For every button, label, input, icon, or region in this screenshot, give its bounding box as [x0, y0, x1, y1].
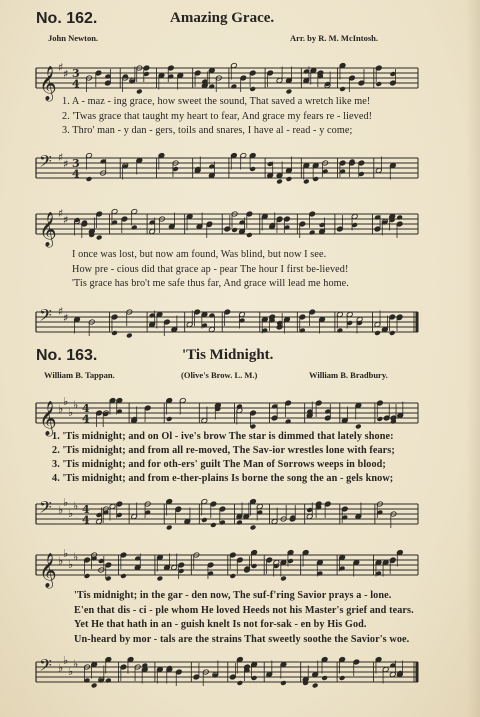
hymn-163-author: William B. Tappan. [44, 370, 115, 380]
hymn-162-s1-verse-3: 3. Thro' man - y dan - gers, toils and snares, I have al - read - y come; [62, 125, 353, 136]
note-head-icon [166, 525, 173, 531]
hymn-163-title: 'Tis Midnight. [182, 347, 274, 363]
note-head-icon [86, 176, 93, 182]
sharp-icon: ♯ [63, 213, 69, 227]
hymn-163-bass-staff-1 [0, 492, 480, 532]
flat-icon: ♭ [73, 499, 79, 513]
hymn-163-s1-verse-2: 2. 'Tis midnight; and from all re-moved, The Sav-ior wrestles lone with fears; [52, 445, 395, 456]
sharp-icon: ♯ [58, 305, 64, 318]
hymn-163-s2-verse-3: Yet He that hath in an - guish knelt Is not for-sak - en by His God. [74, 619, 367, 630]
note-head-icon [246, 232, 253, 238]
sharp-icon: ♯ [58, 151, 64, 164]
note-head-icon [374, 330, 381, 336]
flat-icon: ♭ [68, 506, 74, 520]
hymn-163-bass-staff-2 [0, 650, 480, 694]
meter-icon: 4 [82, 402, 90, 415]
sharp-icon: ♯ [58, 207, 64, 220]
note-head-icon [136, 89, 143, 95]
note-head-icon [339, 86, 346, 92]
note-head-icon [237, 680, 244, 686]
hymn-162-bass-staff-2 [0, 300, 480, 344]
note-head-icon [286, 89, 293, 95]
note-head-icon [91, 683, 98, 689]
hymn-162-author: John Newton. [48, 33, 99, 43]
note-head-icon [229, 573, 236, 579]
flat-icon: ♭ [63, 654, 69, 668]
flat-icon: ♭ [58, 554, 64, 568]
hymn-162-treble-staff-2 [0, 202, 480, 246]
treble-clef-icon: 𝄞 [39, 401, 57, 436]
flat-icon: ♭ [73, 657, 79, 671]
hymn-163-s1-verse-1: 1. 'Tis midnight; and on Ol - ive's brow The star is dimmed that lately shone: [52, 431, 394, 442]
note-head-icon [396, 215, 403, 221]
flat-icon: ♭ [73, 550, 79, 564]
page-edge-shadow [466, 0, 480, 717]
hymn-163-composer: William B. Bradbury. [309, 370, 388, 380]
sharp-icon: ♯ [63, 311, 69, 325]
note-head-icon [236, 520, 243, 526]
sharp-icon: ♯ [63, 157, 69, 171]
bass-clef-icon: 𝄢 [39, 305, 52, 329]
note-head-icon [276, 179, 283, 185]
hymn-163-number: No. 163. [36, 347, 98, 364]
bass-clef-icon: 𝄢 [39, 497, 52, 521]
treble-clef-icon: 𝄞 [39, 66, 57, 101]
note-head-icon [280, 680, 287, 686]
meter-icon: 3 [72, 157, 80, 170]
hymn-163-tune: (Olive's Brow. L. M.) [181, 370, 258, 380]
note-head-icon [231, 84, 238, 90]
meter-icon: 4 [72, 167, 80, 181]
flat-icon: ♭ [68, 664, 74, 678]
treble-clef-icon: 𝄞 [39, 212, 57, 247]
note-head-icon [201, 517, 208, 523]
hymn-162-arranger: Arr. by R. M. McIntosh. [290, 33, 378, 43]
hymn-162-bass-staff-1 [0, 146, 480, 186]
flat-icon: ♭ [58, 402, 64, 416]
hymn-163-s2-verse-1: 'Tis midnight; in the gar - den now, The suf-f'ring Savior prays a - lone. [74, 590, 392, 601]
hymn-162-s2-verse-2: How pre - cious did that grace ap - pear The hour I first be-lieved! [72, 264, 349, 275]
note-head-icon [120, 573, 127, 579]
hymn-162-s2-verse-1: I once was lost, but now am found, Was blind, but now I see. [72, 249, 327, 260]
treble-clef-icon: 𝄞 [39, 553, 57, 588]
note-head-icon [96, 235, 103, 241]
note-head-icon [166, 416, 173, 422]
hymn-162-s1-verse-1: 1. A - maz - ing grace, how sweet the sound, That saved a wretch like me! [62, 96, 371, 107]
hymn-163-s2-verse-4: Un-heard by mor - tals are the strains That sweetly soothe the Savior's woe. [74, 634, 410, 645]
hymn-162-number: No. 162. [36, 10, 98, 27]
note-head-icon [157, 576, 164, 582]
hymn-162-title: Amazing Grace. [170, 10, 275, 26]
flat-icon: ♭ [68, 557, 74, 571]
sharp-icon: ♯ [63, 67, 69, 81]
meter-icon: 4 [82, 513, 90, 527]
meter-icon: 4 [82, 503, 90, 516]
note-head-icon [312, 683, 319, 689]
flat-icon: ♭ [63, 395, 69, 409]
flat-icon: ♭ [58, 661, 64, 675]
note-head-icon [355, 424, 362, 430]
note-head-icon [210, 522, 217, 528]
flat-icon: ♭ [63, 496, 69, 510]
flat-icon: ♭ [58, 503, 64, 517]
flat-icon: ♭ [73, 398, 79, 412]
bass-clef-icon: 𝄢 [39, 151, 52, 175]
meter-icon: 3 [72, 67, 80, 80]
note-head-icon [339, 675, 346, 681]
hymn-163-treble-staff-1 [0, 391, 480, 436]
hymn-162-s2-verse-3: 'Tis grace has bro't me safe thus far, And grace will lead me home. [72, 278, 349, 289]
sharp-icon: ♯ [58, 61, 64, 74]
hymn-163-s1-verse-3: 3. 'Tis midnight; and for oth-ers' guilt The Man of Sorrows weeps in blood; [52, 459, 386, 470]
meter-icon: 4 [82, 412, 90, 426]
meter-icon: 4 [72, 77, 80, 91]
note-head-icon [126, 333, 133, 339]
flat-icon: ♭ [68, 405, 74, 419]
note-head-icon [105, 678, 112, 684]
note-head-icon [321, 675, 328, 681]
hymn-163-s2-verse-2: E'en that dis - ci - ple whom He loved Heeds not his Master's grief and tears. [74, 605, 414, 616]
hymn-163-s1-verse-4: 4. 'Tis midnight; and from e-ther-plains Is borne the song the an - gels know; [52, 473, 394, 484]
note-head-icon [285, 419, 292, 425]
bass-clef-icon: 𝄢 [39, 655, 52, 679]
hymn-163-treble-staff-2 [0, 543, 480, 587]
hymn-162-s1-verse-2: 2. 'Twas grace that taught my heart to fear, And grace my fears re - lieved! [62, 111, 373, 122]
flat-icon: ♭ [63, 547, 69, 561]
note-head-icon [250, 525, 257, 531]
note-head-icon [309, 230, 316, 236]
note-head-icon [286, 176, 293, 182]
hymn-162-treble-staff-1 [0, 56, 480, 101]
